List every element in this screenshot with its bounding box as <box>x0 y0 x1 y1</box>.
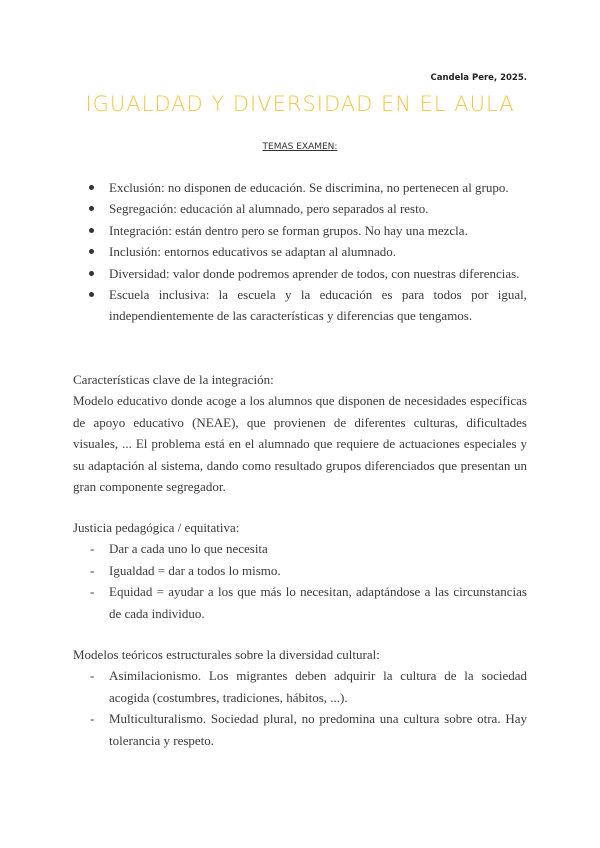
models-list <box>73 665 527 751</box>
dash-icon: - <box>90 584 95 600</box>
bullet-icon <box>89 206 94 211</box>
bullet-icon <box>89 271 94 276</box>
dash-icon: - <box>90 562 95 578</box>
page-title: IGUALDAD Y DIVERSIDAD EN EL AULA <box>85 92 515 116</box>
list-item: - Multiculturalismo. Sociedad plural, no predomina una cultura sobre otra. Hay tolerancia y respeto. <box>73 708 527 751</box>
list-item: - Equidad = ayudar a los que más lo necesitan, adaptándose a las circunstancias de cada individuo. <box>73 581 527 624</box>
definitions-list <box>73 177 527 327</box>
list-item: Diversidad: valor donde podremos aprender de todos, con nuestras diferencias. <box>73 263 527 284</box>
list-item: Segregación: educación al alumnado, pero separados al resto. <box>73 198 527 219</box>
models-section <box>73 644 527 751</box>
list-item: Inclusión: entornos educativos se adaptan al alumnado. <box>73 241 527 262</box>
bullet-icon <box>89 249 94 254</box>
bullet-icon <box>89 292 94 297</box>
dash-icon: - <box>90 668 95 684</box>
justice-heading: Justicia pedagógica / equitativa: <box>73 520 240 535</box>
integration-section <box>73 369 527 497</box>
list-item: Escuela inclusiva: la escuela y la educación es para todos por igual, independientemente de las características y diferencias que tengamos. <box>73 284 527 327</box>
list-item: - Dar a cada uno lo que necesita <box>73 538 527 559</box>
dash-icon: - <box>90 541 95 557</box>
integration-paragraph: Modelo educativo donde acoge a los alumnos que disponen de necesidades específicas de apoyo educativo (NEAE), que provienen de diferentes culturas, dificultades visuales, ... El problema está en el alumnado que requiere de actuaciones especiales y su adaptación al sistema, dando como resultado grupos diferenciados que presentan un gran componente segregador. <box>73 393 527 495</box>
list-item: - Asimilacionismo. Los migrantes deben adquirir la cultura de la sociedad acogida (costumbres, tradiciones, hábitos, ...). <box>73 665 527 708</box>
dash-icon: - <box>90 711 95 727</box>
bullet-icon <box>89 228 94 233</box>
list-item: - Igualdad = dar a todos lo mismo. <box>73 560 527 581</box>
justice-list <box>73 538 527 624</box>
list-item: Exclusión: no disponen de educación. Se discrimina, no pertenecen al grupo. <box>73 177 527 198</box>
justice-section <box>73 517 527 624</box>
list-item: Integración: están dentro pero se forman grupos. No hay una mezcla. <box>73 220 527 241</box>
bullet-icon <box>89 185 94 190</box>
integration-heading: Características clave de la integración: <box>73 372 274 387</box>
models-heading: Modelos teóricos estructurales sobre la diversidad cultural: <box>73 647 380 662</box>
definitions-section <box>73 177 527 327</box>
author-line: Candela Pere, 2025. <box>430 73 527 83</box>
page-subtitle: TEMAS EXAMEN: <box>262 142 338 152</box>
